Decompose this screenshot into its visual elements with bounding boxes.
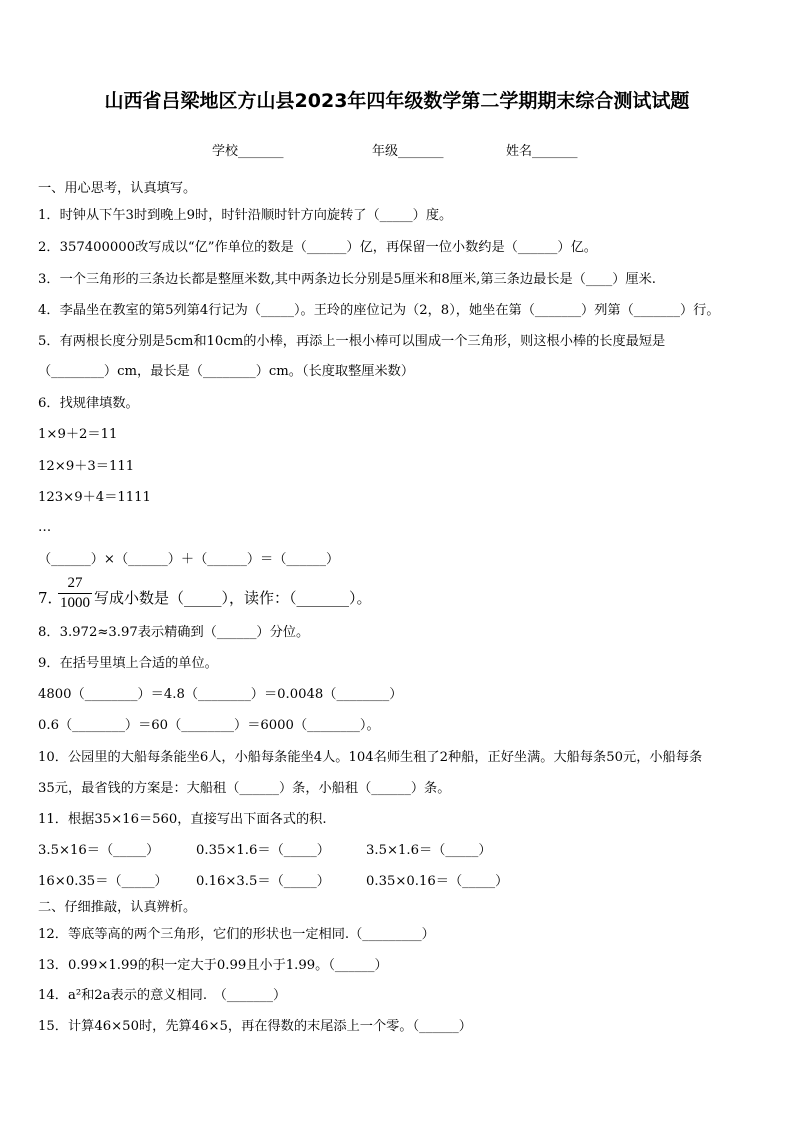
question-1: 1．时钟从下午3时到晚上9时，时针沿顺时针方向旋转了（_____）度。: [38, 208, 453, 223]
section-1-heading: 一、用心思考，认真填写。: [38, 181, 197, 196]
calc-2-3: 0.35×0.16＝（_____）: [366, 874, 509, 889]
question-10-line-2: 35元，最省钱的方案是：大船租（______）条，小船租（______）条。: [38, 781, 451, 796]
calc-1-2: 0.35×1.6＝（_____）: [196, 843, 330, 858]
pattern-line-3: 123×9＋4＝1111: [38, 490, 151, 505]
question-3: 3．一个三角形的三条边长都是整厘米数,其中两条边长分别是5厘米和8厘米,第三条边最长是（____）厘米.: [38, 272, 656, 287]
fraction-numerator: 27: [67, 575, 83, 591]
question-10-line-1: 10．公园里的大船每条能坐6人，小船每条能坐4人。104名师生租了2种船，正好坐满。大船每条50元，小船每条: [38, 750, 703, 765]
fraction-denominator: 1000: [60, 595, 90, 611]
calc-2-1: 16×0.35＝（_____）: [38, 874, 168, 889]
fraction: [58, 575, 92, 612]
question-13: 13．0.99×1.99的积一定大于0.99且小于1.99。（______）: [38, 958, 388, 973]
question-12: 12．等底等高的两个三角形，它们的形状也一定相同.（_________）: [38, 927, 435, 942]
calc-1-3: 3.5×1.6＝（_____）: [366, 843, 492, 858]
question-9: 9．在括号里填上合适的单位。: [38, 656, 218, 671]
question-11: 11．根据35×16＝560，直接写出下面各式的积.: [38, 812, 327, 827]
grade-field: 年级_______: [372, 144, 444, 159]
name-field: 姓名_______: [506, 144, 578, 159]
pattern-line-1: 1×9＋2＝11: [38, 427, 118, 442]
pattern-answer-line: （______）×（______）＋（______）＝（______）: [38, 552, 340, 567]
unit-line-2: 0.6（________）＝60（________）＝6000（________）。: [38, 718, 380, 733]
question-7-number: 7．: [38, 589, 63, 607]
unit-line-1: 4800（________）＝4.8（________）＝0.0048（________）: [38, 687, 403, 702]
calc-1-1: 3.5×16＝（_____）: [38, 843, 160, 858]
question-8: 8．3.972≈3.97表示精确到（______）分位。: [38, 625, 310, 640]
question-14: 14．a²和2a表示的意义相同. （_______）: [38, 988, 287, 1003]
question-15: 15．计算46×50时，先算46×5，再在得数的末尾添上一个零。（______）: [38, 1019, 472, 1034]
question-5-line-1: 5．有两根长度分别是5cm和10cm的小棒，再添上一根小棒可以围成一个三角形，则这根小棒的长度最短是: [38, 334, 666, 349]
fraction-bar: [58, 593, 92, 594]
pattern-line-2: 12×9＋3＝111: [38, 459, 135, 474]
school-field: 学校_______: [212, 144, 284, 159]
question-5-line-2: （________）cm，最长是（________）cm。（长度取整厘米数）: [38, 364, 415, 379]
calc-2-2: 0.16×3.5＝（_____）: [196, 874, 330, 889]
section-2-heading: 二、仔细推敲，认真辨析。: [38, 900, 197, 915]
question-2: 2．357400000改写成以“亿”作单位的数是（______）亿，再保留一位小数约是（______）亿。: [38, 240, 597, 255]
page-title: 山西省吕梁地区方山县2023年四年级数学第二学期期末综合测试试题: [104, 90, 690, 112]
pattern-ellipsis: …: [38, 520, 52, 535]
question-6: 6．找规律填数。: [38, 396, 139, 411]
question-7-text: 写成小数是（_____），读作：（_______）。: [94, 589, 372, 607]
question-4: 4．李晶坐在教室的第5列第4行记为（_____）。王玲的座位记为（2，8），她坐在第（_______）列第（_______）行。: [38, 303, 720, 318]
